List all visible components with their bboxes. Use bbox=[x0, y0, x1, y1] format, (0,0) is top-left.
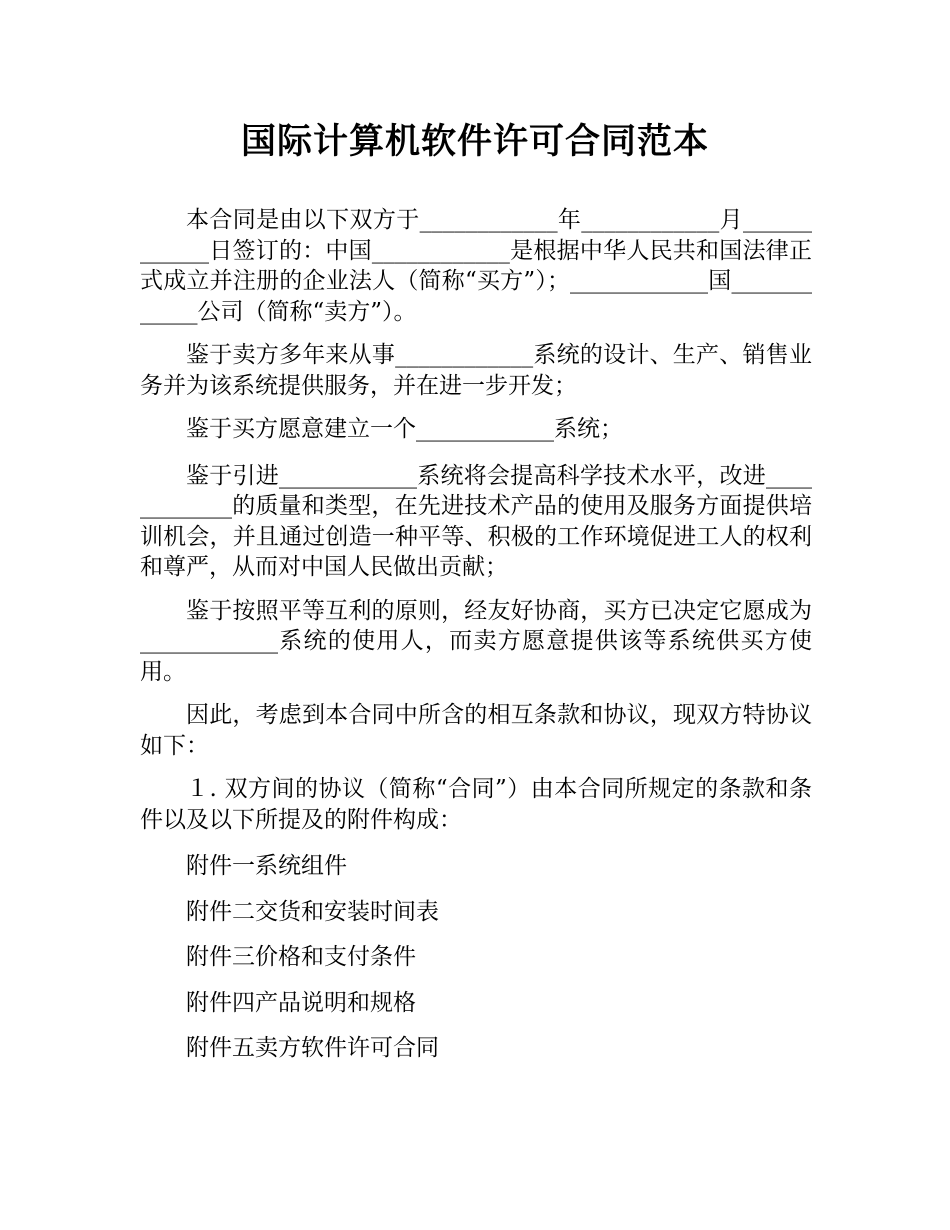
document-title: 国际计算机软件许可合同范本 bbox=[240, 122, 709, 162]
paragraph-parties: 本合同是由以下双方于____________年____________月____________日签订的：中国____________是根据中华人民共和国法律正式成立并注册的企业法人（简称“买方”）；____________国____________公司（简称“卖方”）。 bbox=[140, 207, 812, 325]
paragraph-clause-1: １. 双方间的协议（简称“合同”）由本合同所规定的条款和条件以及以下所提及的附件构成： bbox=[140, 776, 812, 833]
appendix-item: 附件三价格和支付条件 bbox=[186, 944, 416, 970]
paragraph-agreement-intro: 因此，考虑到本合同中所含的相互条款和协议，现双方特协议如下： bbox=[140, 702, 812, 759]
appendix-item: 附件一系统组件 bbox=[186, 853, 347, 879]
paragraph-benefits: 鉴于引进____________系统将会提高科学技术水平，改进____________的质量和类型，在先进技术产品的使用及服务方面提供培训机会，并且通过创造一种平等、积极的工作环境促进工人的权利和尊严，从而对中国人民做出贡献； bbox=[140, 462, 812, 580]
paragraph-mutual-benefit: 鉴于按照平等互利的原则，经友好协商，买方已决定它愿成为____________系统的使用人，而卖方愿意提供该等系统供买方使用。 bbox=[140, 597, 812, 685]
appendix-item: 附件二交货和安装时间表 bbox=[186, 898, 439, 925]
document-body bbox=[140, 205, 812, 1079]
paragraph-buyer-intent: 鉴于买方愿意建立一个____________系统； bbox=[186, 416, 623, 442]
paragraph-seller-background: 鉴于卖方多年来从事____________系统的设计、生产、销售业务并为该系统提供服务，并在进一步开发； bbox=[140, 342, 812, 399]
appendix-item: 附件五卖方软件许可合同 bbox=[186, 1035, 439, 1061]
appendix-list bbox=[140, 851, 812, 1064]
appendix-item: 附件四产品说明和规格 bbox=[186, 989, 416, 1016]
